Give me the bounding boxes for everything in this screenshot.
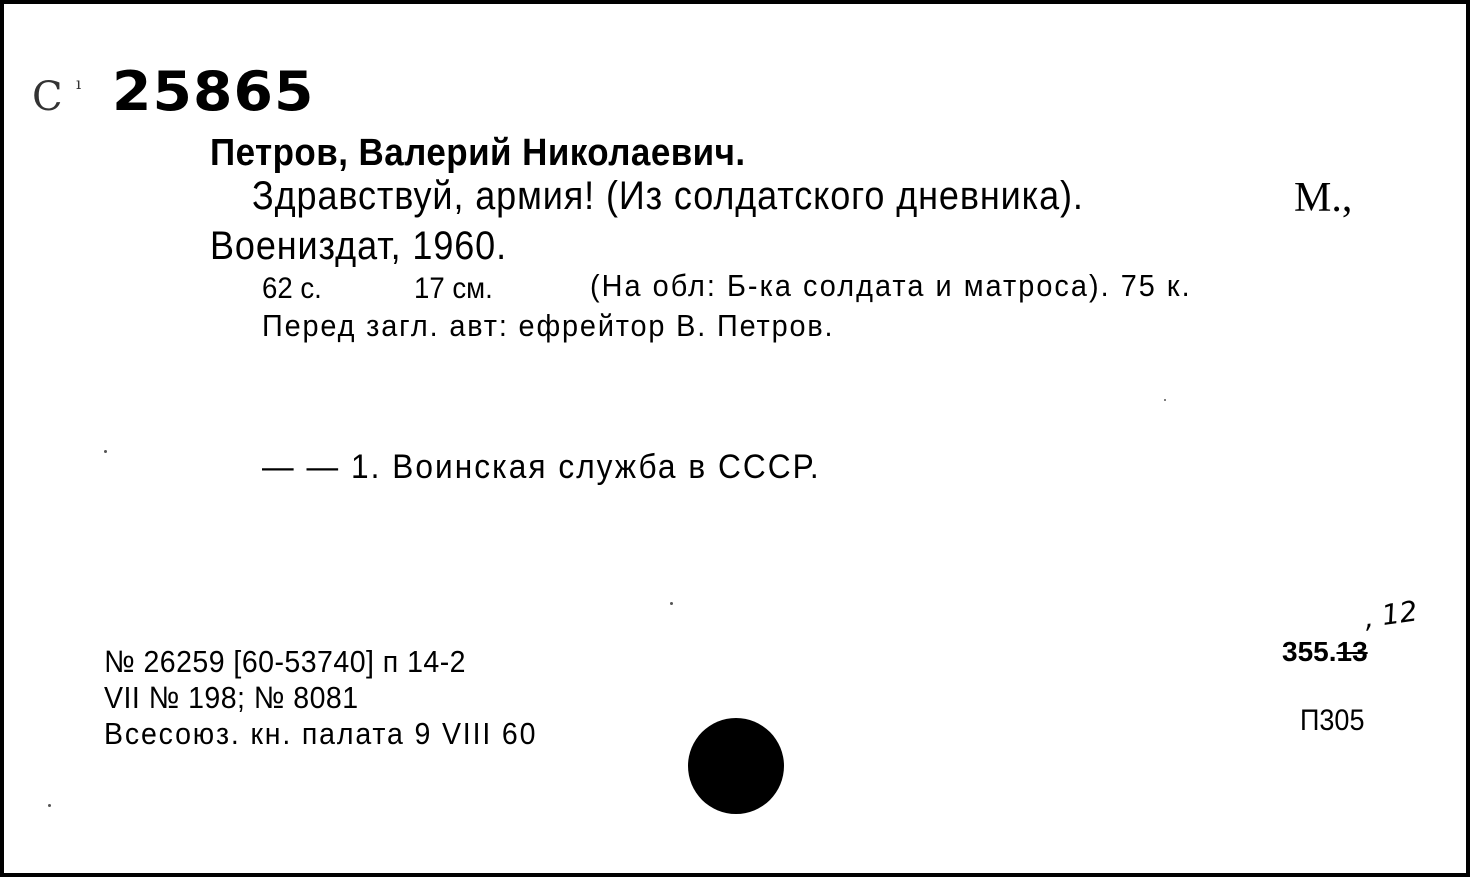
publication-place: М., [1294, 175, 1353, 221]
series-and-price: (На обл: Б-ка солдата и матроса). 75 к. [590, 268, 1192, 303]
punch-hole [688, 718, 784, 814]
book-size: 17 см. [414, 272, 493, 305]
pages-count: 62 с. [262, 272, 322, 305]
title-line-2: Воениздат, 1960. [210, 224, 507, 268]
speck [1164, 399, 1166, 401]
corner-mark-letter: C [32, 74, 63, 120]
classification-handwritten: , 12 [1361, 594, 1420, 635]
author-heading: Петров, Валерий Николаевич. [210, 132, 746, 174]
speck [104, 450, 107, 453]
imprint-line-3: Всесоюз. кн. палата 9 VIII 60 [104, 716, 538, 751]
imprint-line-1: № 26259 [60-53740] п 14-2 [104, 644, 467, 679]
corner-mark [32, 74, 82, 120]
corner-tick: ı [76, 74, 82, 93]
subject-heading: — — 1. Воинская служба в СССР. [262, 448, 821, 486]
classification-struck: 13 [1336, 636, 1368, 667]
author-mark: П305 [1300, 704, 1365, 737]
speck [670, 602, 673, 605]
imprint-line-2: VII № 198; № 8081 [104, 680, 359, 715]
classification-number [1282, 636, 1368, 668]
classification-base: 355. [1282, 636, 1337, 667]
author-note: Перед загл. авт: ефрейтор В. Петров. [262, 308, 835, 343]
accession-number: 25865 [112, 60, 315, 123]
speck [48, 804, 51, 807]
title-line-1: Здравствуй, армия! (Из солдатского дневника). [252, 174, 1084, 218]
